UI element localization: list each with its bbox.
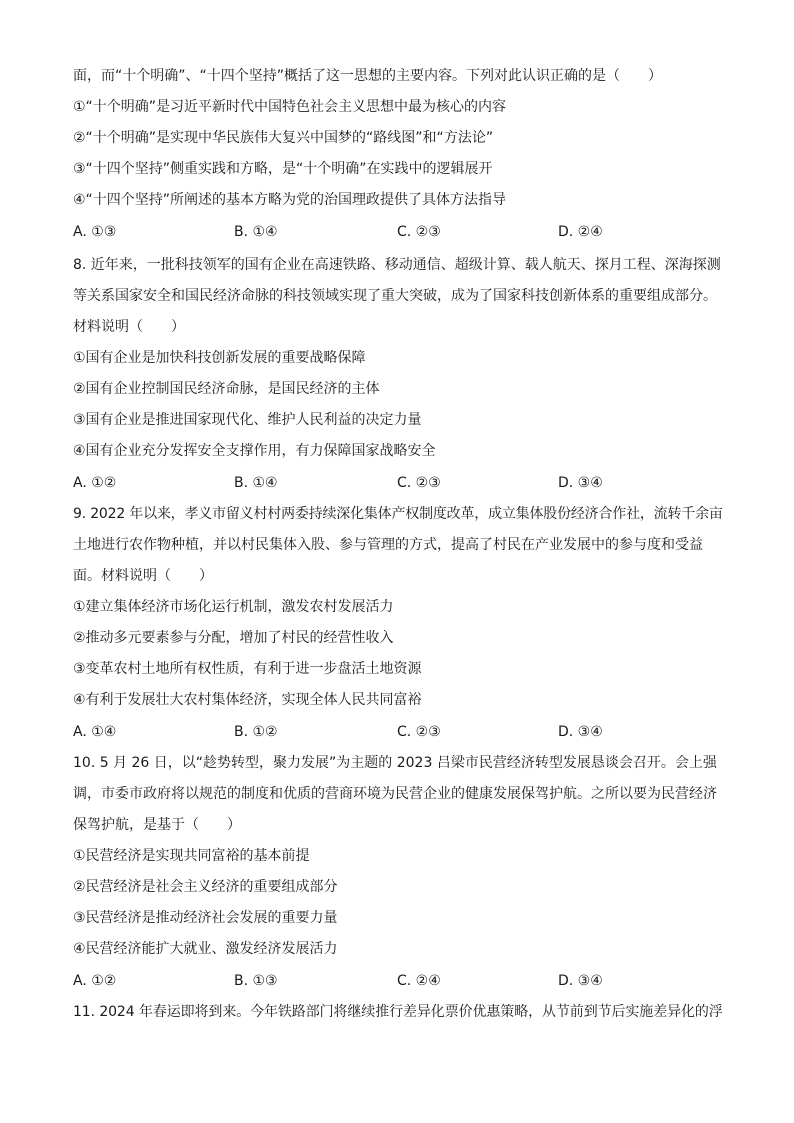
q8-option-a: A. ①② <box>73 475 117 491</box>
q9-statement-2: ②推动多元要素参与分配，增加了村民的经营性收入 <box>73 630 394 646</box>
q8-option-c: C. ②③ <box>397 475 441 491</box>
q7-statement-1: ①“十个明确”是习近平新时代中国特色社会主义思想中最为核心的内容 <box>73 99 507 115</box>
q8-statement-2: ②国有企业控制国民经济命脉，是国民经济的主体 <box>73 381 380 397</box>
q9-statement-3: ③变革农村土地所有权性质，有利于进一步盘活土地资源 <box>73 661 422 677</box>
q7-statement-4: ④“十四个坚持”所阐述的基本方略为党的治国理政提供了具体方法指导 <box>73 192 507 208</box>
q9-option-b: B. ①② <box>234 724 278 740</box>
q8-statement-3: ③国有企业是推进国家现代化、维护人民利益的决定力量 <box>73 412 422 428</box>
q8-options <box>73 474 723 492</box>
q7-option-d: D. ②④ <box>558 224 603 240</box>
q9-statement-1: ①建立集体经济市场化运行机制，激发农村发展活力 <box>73 599 394 615</box>
q11-stem-line-1: 11. 2024 年春运即将到来。今年铁路部门将继续推行差异化票价优惠策略，从节前到节后实施差异化的浮 <box>73 1004 723 1020</box>
q10-statement-2: ②民营经济是社会主义经济的重要组成部分 <box>73 879 338 895</box>
q8-stem-line-3: 材料说明（ ） <box>73 319 185 335</box>
q10-option-b: B. ①③ <box>234 973 278 989</box>
q8-statement-1: ①国有企业是加快科技创新发展的重要战略保障 <box>73 350 366 366</box>
q10-stem-line-2: 调，市委市政府将以规范的制度和优质的营商环境为民营企业的健康发展保驾护航。之所以要为民营经济 <box>73 786 717 802</box>
q10-option-c: C. ②④ <box>397 973 441 989</box>
q9-options <box>73 723 723 741</box>
q7-statement-3: ③“十四个坚持”侧重实践和方略，是“十个明确”在实践中的逻辑展开 <box>73 161 493 177</box>
q9-statement-4: ④有利于发展壮大农村集体经济，实现全体人民共同富裕 <box>73 692 422 708</box>
q9-stem-line-1: 9. 2022 年以来，孝义市留义村村两委持续深化集体产权制度改革，成立集体股份经济合作社，流转千余亩 <box>73 506 723 522</box>
q8-option-b: B. ①④ <box>234 475 278 491</box>
q10-option-a: A. ①② <box>73 973 117 989</box>
q9-option-a: A. ①④ <box>73 724 117 740</box>
q9-stem-line-3: 面。材料说明（ ） <box>73 568 213 584</box>
q7-option-a: A. ①③ <box>73 224 117 240</box>
q7-option-b: B. ①④ <box>234 224 278 240</box>
q10-statement-3: ③民营经济是推动经济社会发展的重要力量 <box>73 910 338 926</box>
q9-stem-line-2: 土地进行农作物种植，并以村民集体入股、参与管理的方式，提高了村民在产业发展中的参与度和受益 <box>73 537 703 553</box>
q7-statement-2: ②“十个明确”是实现中华民族伟大复兴中国梦的“路线图”和“方法论” <box>73 130 494 146</box>
q10-options <box>73 972 723 990</box>
q10-stem-line-1: 10. 5 月 26 日，以“趁势转型，聚力发展”为主题的 2023 吕梁市民营经济转型发展恳谈会召开。会上强 <box>73 755 717 771</box>
q7-option-c: C. ②③ <box>397 224 441 240</box>
q9-option-c: C. ②③ <box>397 724 441 740</box>
q8-statement-4: ④国有企业充分发挥安全支撑作用，有力保障国家战略安全 <box>73 443 436 459</box>
q8-stem-line-1: 8. 近年来，一批科技领军的国有企业在高速铁路、移动通信、超级计算、载人航天、探月工程、深海探测 <box>73 257 721 273</box>
q7-options <box>73 223 723 241</box>
q7-stem: 面，而“十个明确”、“十四个坚持”概括了这一思想的主要内容。下列对此认识正确的是（ ） <box>73 68 663 84</box>
q10-statement-4: ④民营经济能扩大就业、激发经济发展活力 <box>73 941 338 957</box>
q10-stem-line-3: 保驾护航，是基于（ ） <box>73 817 241 833</box>
q8-stem-line-2: 等关系国家安全和国民经济命脉的科技领域实现了重大突破，成为了国家科技创新体系的重要组成部分。 <box>73 288 717 304</box>
q10-option-d: D. ③④ <box>558 973 603 989</box>
q8-option-d: D. ③④ <box>558 475 603 491</box>
q10-statement-1: ①民营经济是实现共同富裕的基本前提 <box>73 848 310 864</box>
q9-option-d: D. ③④ <box>558 724 603 740</box>
